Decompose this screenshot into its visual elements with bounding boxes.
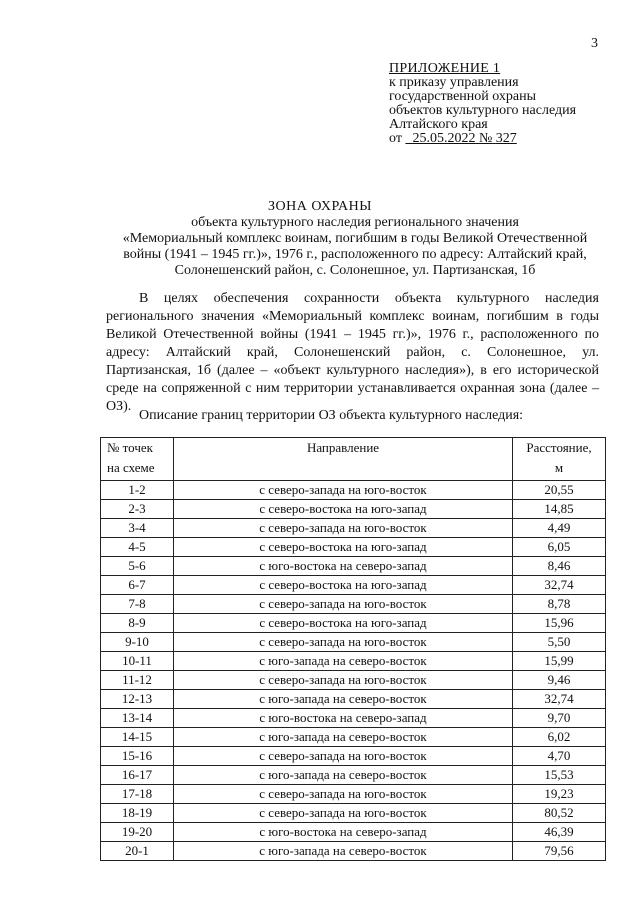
distance-cell: 19,23 — [513, 785, 606, 804]
direction-cell: с северо-востока на юго-запад — [174, 500, 513, 519]
table-row — [101, 823, 606, 842]
point-numbers-cell: 4-5 — [101, 538, 174, 557]
appendix-line: к приказу управления — [389, 75, 519, 90]
point-numbers-cell: 5-6 — [101, 557, 174, 576]
table-row — [101, 747, 606, 766]
header-distance: Расстояние, м — [513, 438, 606, 481]
zone-subtitle-line: Солонешенский район, с. Солонешное, ул. Партизанская, 1б — [174, 263, 536, 278]
distance-cell: 15,99 — [513, 652, 606, 671]
point-numbers-cell: 11-12 — [101, 671, 174, 690]
direction-cell: с северо-запада на юго-восток — [174, 747, 513, 766]
direction-cell: с северо-востока на юго-запад — [174, 538, 513, 557]
appendix-line: объектов культурного наследия — [389, 103, 577, 118]
appendix-title: ПРИЛОЖЕНИЕ 1 — [389, 61, 501, 76]
order-line — [389, 132, 576, 146]
point-numbers-cell: 19-20 — [101, 823, 174, 842]
table-row — [101, 709, 606, 728]
point-numbers-cell: 15-16 — [101, 747, 174, 766]
table-row — [101, 652, 606, 671]
distance-cell: 9,70 — [513, 709, 606, 728]
appendix-line: Алтайского края — [389, 117, 488, 132]
point-numbers-cell: 7-8 — [101, 595, 174, 614]
distance-cell: 9,46 — [513, 671, 606, 690]
point-numbers-cell: 17-18 — [101, 785, 174, 804]
table-row — [101, 576, 606, 595]
intro-paragraph: В целях обеспечения сохранности объекта культурного наследия регионального значения «Мемориальный комплекс воинам, погибшим в годы Великой Отечественной войны (1941 – 1945 гг.)», 1976 г., расположенного по адресу: Алтайский край, Солонешенский район, с. Солонешное, ул. Партизанская, 1б (далее – «объект культурного наследия»), в его исторической среде на сопряженной с ним территории устанавливается охранная зона (далее – ОЗ). — [106, 291, 599, 414]
point-numbers-cell: 9-10 — [101, 633, 174, 652]
table-row — [101, 690, 606, 709]
distance-cell: 4,70 — [513, 747, 606, 766]
direction-cell: с северо-запада на юго-восток — [174, 785, 513, 804]
table-row — [101, 500, 606, 519]
distance-cell: 5,50 — [513, 633, 606, 652]
table-row — [101, 804, 606, 823]
direction-cell: с северо-запада на юго-восток — [174, 595, 513, 614]
table-row — [101, 557, 606, 576]
point-numbers-cell: 12-13 — [101, 690, 174, 709]
table-row — [101, 728, 606, 747]
table-row — [101, 842, 606, 861]
point-numbers-cell: 3-4 — [101, 519, 174, 538]
point-numbers-cell: 8-9 — [101, 614, 174, 633]
direction-cell: с юго-востока на северо-запад — [174, 823, 513, 842]
table-header-row — [101, 438, 606, 481]
appendix-block — [389, 62, 576, 146]
distance-cell: 80,52 — [513, 804, 606, 823]
table-row — [101, 633, 606, 652]
direction-cell: с юго-востока на северо-запад — [174, 557, 513, 576]
point-numbers-cell: 13-14 — [101, 709, 174, 728]
point-numbers-cell: 14-15 — [101, 728, 174, 747]
order-prefix: от — [389, 131, 402, 146]
table-row — [101, 481, 606, 500]
distance-cell: 79,56 — [513, 842, 606, 861]
point-numbers-cell: 16-17 — [101, 766, 174, 785]
zone-subtitle-line: объекта культурного наследия регионального значения — [191, 215, 519, 230]
table-row — [101, 519, 606, 538]
distance-cell: 32,74 — [513, 576, 606, 595]
distance-cell: 15,53 — [513, 766, 606, 785]
point-numbers-cell: 18-19 — [101, 804, 174, 823]
boundaries-table — [100, 437, 606, 861]
distance-cell: 6,02 — [513, 728, 606, 747]
zone-subtitle-line: войны (1941 – 1945 гг.)», 1976 г., расположенного по адресу: Алтайский край, — [123, 247, 587, 262]
direction-cell: с юго-запада на северо-восток — [174, 842, 513, 861]
table-row — [101, 595, 606, 614]
table-row — [101, 671, 606, 690]
distance-cell: 15,96 — [513, 614, 606, 633]
distance-cell: 8,78 — [513, 595, 606, 614]
direction-cell: с юго-запада на северо-восток — [174, 652, 513, 671]
point-numbers-cell: 2-3 — [101, 500, 174, 519]
order-date: 25.05.2022 № 327 — [412, 131, 517, 146]
direction-cell: с северо-запада на юго-восток — [174, 804, 513, 823]
direction-cell: с юго-запада на северо-восток — [174, 690, 513, 709]
direction-cell: с юго-запада на северо-восток — [174, 766, 513, 785]
direction-cell: с северо-запада на юго-восток — [174, 671, 513, 690]
distance-cell: 32,74 — [513, 690, 606, 709]
table-row — [101, 785, 606, 804]
direction-cell: с северо-востока на юго-запад — [174, 576, 513, 595]
zone-title: ЗОНА ОХРАНЫ — [268, 199, 372, 214]
point-numbers-cell: 10-11 — [101, 652, 174, 671]
distance-cell: 8,46 — [513, 557, 606, 576]
distance-cell: 46,39 — [513, 823, 606, 842]
point-numbers-cell: 1-2 — [101, 481, 174, 500]
zone-title-block — [0, 199, 640, 279]
direction-cell: с юго-востока на северо-запад — [174, 709, 513, 728]
point-numbers-cell: 6-7 — [101, 576, 174, 595]
distance-cell: 20,55 — [513, 481, 606, 500]
direction-cell: с северо-запада на юго-восток — [174, 481, 513, 500]
header-direction: Направление — [174, 438, 513, 481]
distance-cell: 4,49 — [513, 519, 606, 538]
table-caption: Описание границ территории ОЗ объекта культурного наследия: — [139, 408, 524, 423]
distance-cell: 6,05 — [513, 538, 606, 557]
zone-subtitle-line: «Мемориальный комплекс воинам, погибшим в годы Великой Отечественной — [122, 231, 588, 246]
point-numbers-cell: 20-1 — [101, 842, 174, 861]
direction-cell: с северо-востока на юго-запад — [174, 614, 513, 633]
table-row — [101, 614, 606, 633]
table-row — [101, 538, 606, 557]
table-row — [101, 766, 606, 785]
header-point-numbers: № точек на схеме — [101, 438, 174, 481]
distance-cell: 14,85 — [513, 500, 606, 519]
direction-cell: с северо-запада на юго-восток — [174, 519, 513, 538]
direction-cell: с юго-запада на северо-восток — [174, 728, 513, 747]
page-number: 3 — [591, 36, 598, 51]
appendix-line: государственной охраны — [389, 89, 537, 104]
direction-cell: с северо-запада на юго-восток — [174, 633, 513, 652]
